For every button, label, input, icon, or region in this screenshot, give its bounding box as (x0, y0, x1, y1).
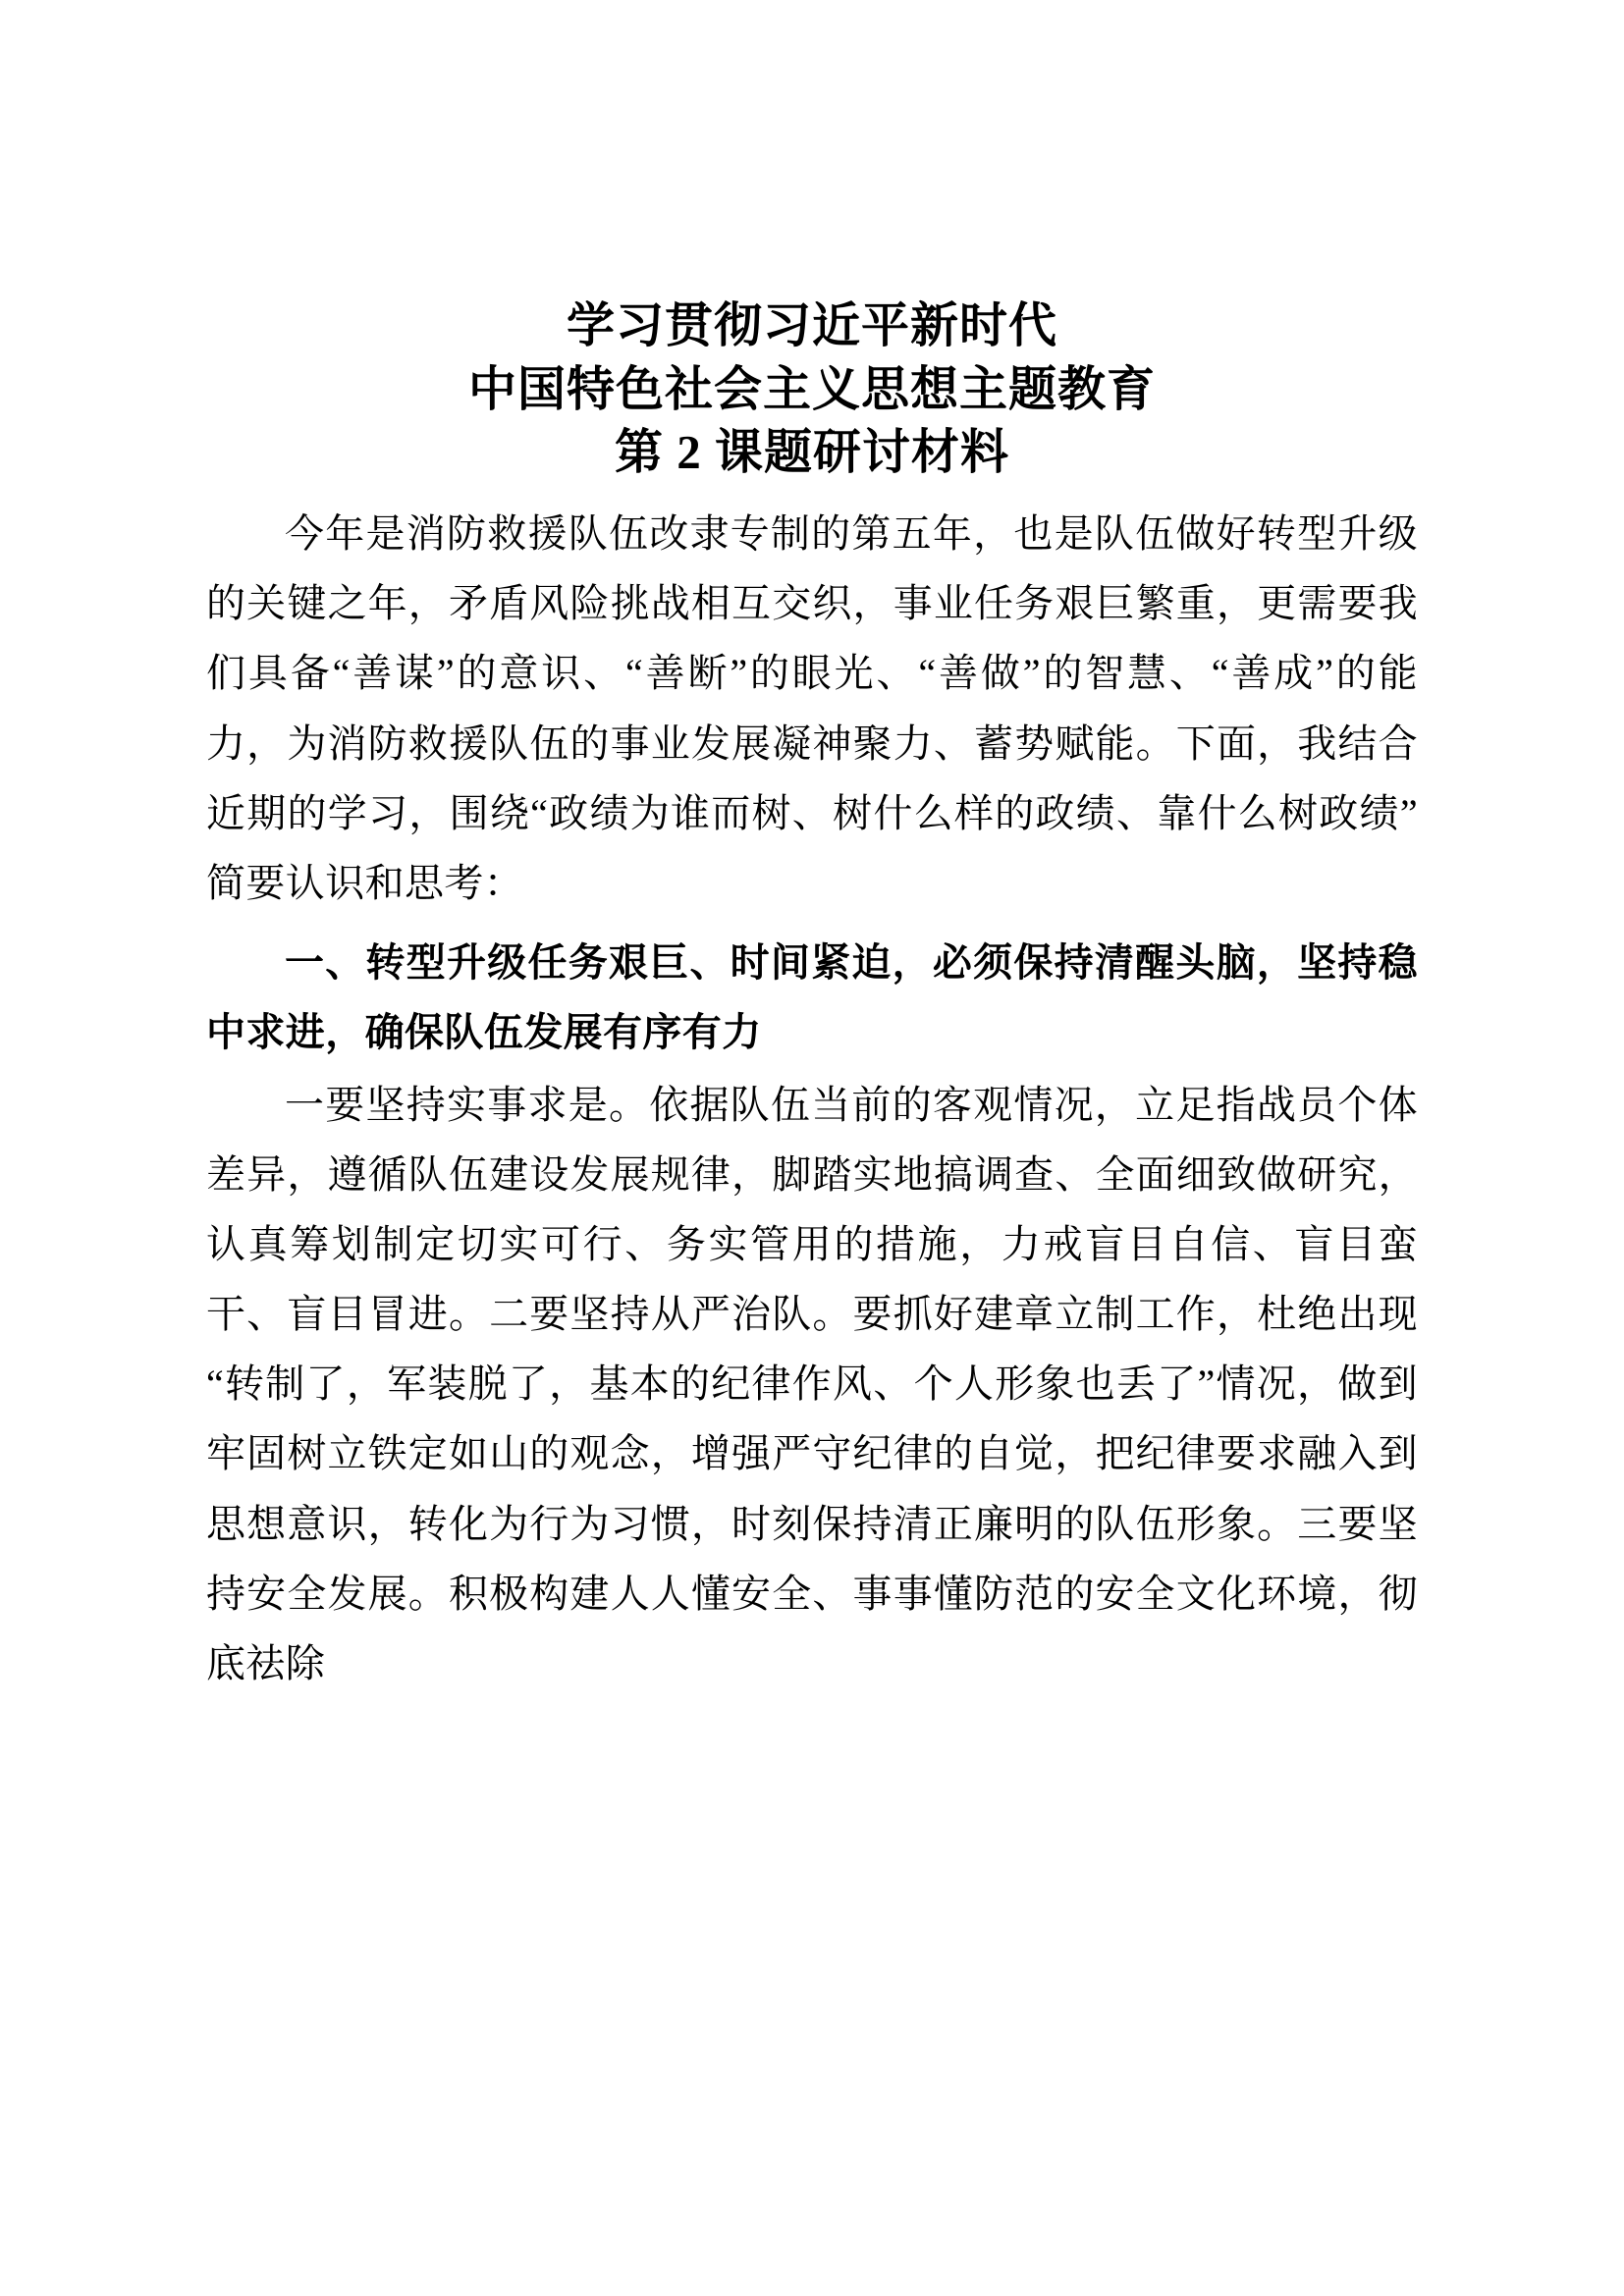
title-line-1: 学习贯彻习近平新时代 (566, 298, 1057, 352)
section-heading-one: 一、转型升级任务艰巨、时间紧迫，必须保持清醒头脑，坚持稳中求进，确保队伍发展有序有力 (206, 940, 1418, 1055)
page-title (206, 294, 1418, 485)
paragraph-section-one-body: 一要坚持实事求是。依据队伍当前的客观情况，立足指战员个体差异，遵循队伍建设发展规律，脚踏实地搞调查、全面细致做研究，认真筹划制定切实可行、务实管用的措施，力戒盲目自信、盲目蛮干、盲目冒进。二要坚持从严治队。要抓好建章立制工作，杜绝出现“转制了，军装脱了，基本的纪律作风、个人形象也丢了”情况，做到牢固树立铁定如山的观念，增强严守纪律的自觉，把纪律要求融入到思想意识，转化为行为习惯，时刻保持清正廉明的队伍形象。三要坚持安全发展。积极构建人人懂安全、事事懂防范的安全文化环境，彻底祛除 (206, 1082, 1418, 1686)
paragraph-intro: 今年是消防救援队伍改隶专制的第五年，也是队伍做好转型升级的关键之年，矛盾风险挑战相互交织，事业任务艰巨繁重，更需要我们具备“善谋”的意识、“善断”的眼光、“善做”的智慧、“善成”的能力，为消防救援队伍的事业发展凝神聚力、蓄势赋能。下面，我结合近期的学习，围绕“政绩为谁而树、树什么样的政绩、靠什么树政绩”简要认识和思考： (206, 511, 1418, 905)
title-line-2: 中国特色社会主义思想主题教育 (467, 361, 1156, 416)
title-line-3: 第 2 课题研讨材料 (614, 425, 1009, 480)
